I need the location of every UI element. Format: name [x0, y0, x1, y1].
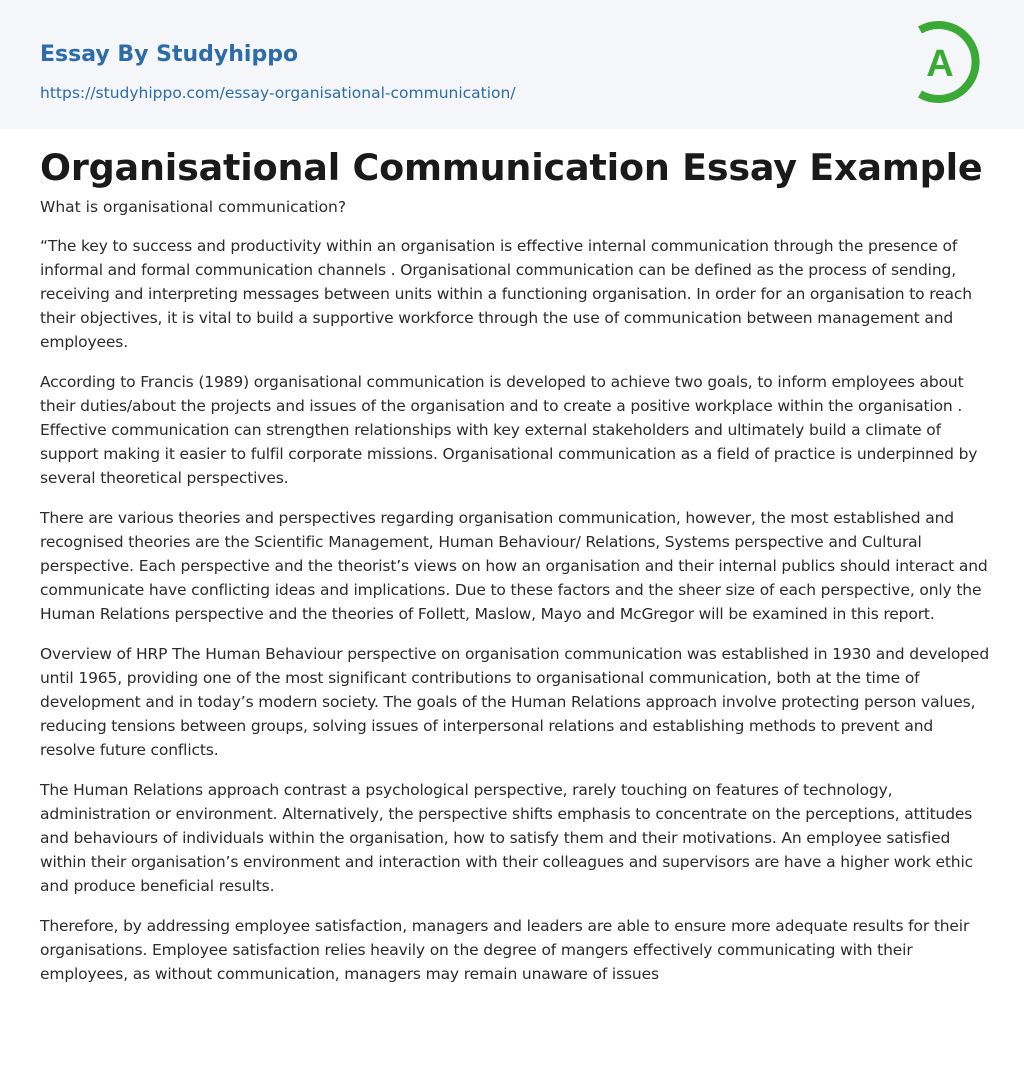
- paragraph-2: According to Francis (1989) organisational communication is developed to achieve two goals, to inform employees about their duties/about the projects and issues of the organisation and to create a positive workplace within the organisation . Effective communication can strengthen relationships with key external stakeholders and ultimately build a climate of support making it easier to fulfil corporate missions. Organisational communication as a field of practice is underpinned by several theoretical perspectives.: [40, 373, 978, 487]
- paragraph-3: There are various theories and perspectives regarding organisation communication, however, the most established and recognised theories are the Scientific Management, Human Behaviour/ Relations, Systems perspective and Cultural perspective. Each perspective and the theorist’s views on how an organisation and their internal publics should interact and communicate have conflicting ideas and implications. Due to these factors and the sheer size of each perspective, only the Human Relations perspective and the theories of Follett, Maslow, Mayo and McGregor will be examined in this report.: [40, 509, 988, 623]
- paragraph-5: The Human Relations approach contrast a psychological perspective, rarely touching on features of technology, administration or environment. Alternatively, the perspective shifts emphasis to concentrate on the perceptions, attitudes and behaviours of individuals within the organisation, how to satisfy them and their motivations. An employee satisfied within their organisation’s environment and interaction with their colleagues and supervisors are have a higher work ethic and produce beneficial results.: [40, 781, 973, 895]
- source-url-link[interactable]: https://studyhippo.com/essay-organisational-communication/: [40, 84, 516, 102]
- paragraph-4: Overview of HRP The Human Behaviour perspective on organisation communication was established in 1930 and developed until 1965, providing one of the most significant contributions to organisational communication, both at the time of development and in today’s modern society. The goals of the Human Relations approach involve protecting person values, reducing tensions between groups, solving issues of interpersonal relations and establishing methods to prevent and resolve future conflicts.: [40, 645, 990, 759]
- paragraph-1: “The key to success and productivity within an organisation is effective internal communication through the presence of informal and formal communication channels . Organisational communication can be defined as the process of sending, receiving and interpreting messages between units within a functioning organisation. In order for an organisation to reach their objectives, it is vital to build a supportive workforce through the use of communication between management and employees.: [40, 237, 972, 351]
- essay-body: [40, 234, 990, 1002]
- paragraph-6: Therefore, by addressing employee satisfaction, managers and leaders are able to ensure more adequate results for their organisations. Employee satisfaction relies heavily on the degree of mangers effectively communicating with their employees, as without communication, managers may remain unaware of issues: [40, 917, 970, 983]
- page-title: Organisational Communication Essay Example: [40, 146, 983, 189]
- essay-question: What is organisational communication?: [40, 198, 347, 216]
- logo-letter: A: [926, 43, 954, 85]
- brand-title[interactable]: Essay By Studyhippo: [40, 42, 299, 67]
